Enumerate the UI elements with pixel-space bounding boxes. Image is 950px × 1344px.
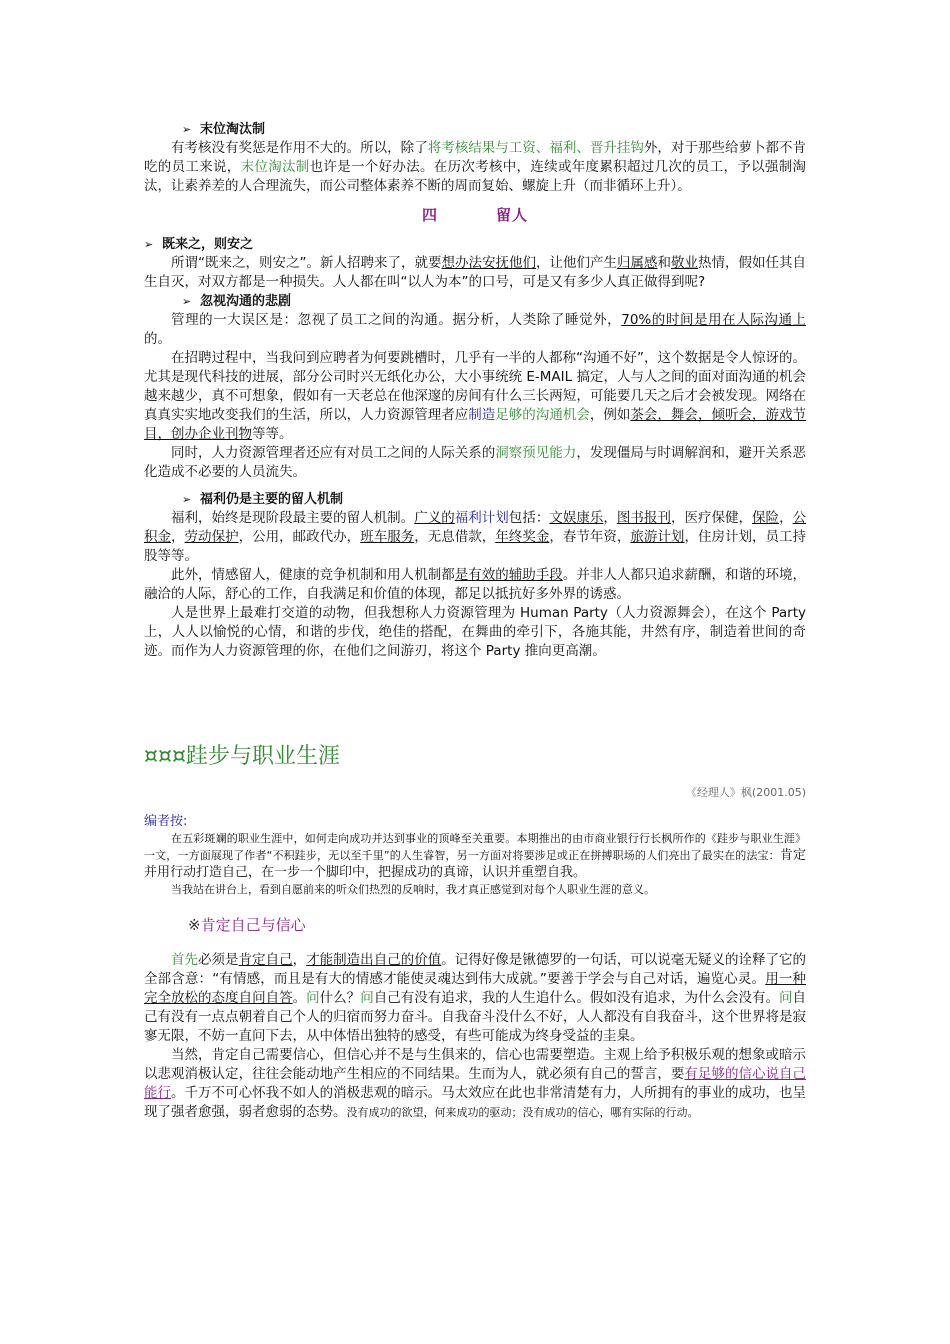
reference-mark-icon: ※ — [188, 916, 201, 934]
paragraph-benefits-3: 人是世界上最难打交道的动物，但我想称人力资源管理为 Human Party（人力资源舞会），在这个 Party 上，人人以愉悦的心情，和谐的步伐，绝佳的搭配，在舞曲的牵引下，各施其能，井然有序，制造着世间的奇迹。而作为人力资源管理的你，在他们之间游刃，将这个 Party 推向更高潮。 — [144, 605, 806, 659]
section-heading-retention: 四 留人 — [421, 206, 529, 224]
document-page — [144, 120, 806, 1122]
paragraph-elimination: 有考核没有奖惩是作用不大的。所以，除了将考核结果与工资、福利、晋升挂钩外，对于那些给萝卜都不肯吃的员工来说，末位淘汰制也许是一个好办法。在历次考核中，连续或年度累积超过几次的员工，予以强制淘汰，让素养差的人合理流失，而公司整体素养不断的周而复始、螺旋上升（而非循环上升）。 — [144, 140, 807, 194]
paragraph-communication-3: 同时，人力资源管理者还应有对员工之间的人际关系的洞察预见能力，发现僵局与时调解润和，避开关系恶化造成不必要的人员流失。 — [144, 445, 807, 480]
editor-note-2: 当我站在讲台上，看到自愿前来的听众们热烈的反响时，我才真正感觉到对每个人职业生涯的意义。 — [171, 883, 655, 896]
editor-note-1: 在五彩斑斓的职业生涯中，如何走向成功并达到事业的顶峰至关重要。本期推出的由市商业银行行长枫所作的《跬步与职业生涯》一文，一方面展现了作者“不积跬步，无以至千里”的人生睿智，另一方面对将要涉足或正在拼搏职场的人们亮出了最实在的法宝：肯定并用行动打造自己，在一步一个脚印中，把握成功的真谛，认识并重塑自我。 — [144, 832, 806, 880]
section-heading-confidence: ※肯定自己与信心 — [188, 916, 306, 934]
paragraph-communication-1: 管理的一大误区是：忽视了员工之间的沟通。据分析，人类除了睡觉外，70%的时间是用在人际沟通上的。 — [144, 312, 807, 347]
paragraph-benefits-2: 此外，情感留人，健康的竞争机制和用人机制都是有效的辅助手段。并非人人都只追求薪酬，和谐的环境，融洽的人际，舒心的工作，自我满足和价值的体现，都足以抵抗好多外界的诱惑。 — [144, 567, 807, 602]
arrow-bullet-icon: ➢ — [182, 295, 192, 308]
paragraph-confidence-1: 首先必须是肯定自己，才能制造出自己的价值。记得好像是锹德罗的一句话，可以说毫无疑义的诠释了它的全部含意：“有情感，而且是有大的情感才能使灵魂达到伟大成就。”要善于学会与自己对话，遍览心灵。用一种完全放松的态度自问自答。问什么？问自己有没有追求，我的人生追什么。假如没有追求，为什么会没有。问自己有没有一点点朝着自己个人的归宿而努力奋斗。自我奋斗没什么不好，人人都没有自我奋斗，这个世界将是寂寥无限，不妨一直问下去，从中体悟出独特的感受，有些可能成为终身受益的圭臬。 — [144, 952, 807, 1044]
subheading-elimination: ➢ 末位淘汰制 — [182, 122, 266, 137]
subheading-communication: ➢ 忽视沟通的悲剧 — [182, 294, 292, 309]
paragraph-confidence-2: 当然，肯定自己需要信心，但信心并不是与生俱来的，信心也需要塑造。主观上给予积极乐观的想象或暗示以悲观消极认定，往往会能动地产生相应的不同结果。生而为人，就必须有自己的誓言，要有足够的信心说自己能行。千万不可心怀我不如人的消极悲观的暗示。马太效应在此也非常清楚有力，人所拥有的事业的成功，也呈现了强者愈强，弱者愈弱的态势。没有成功的欲望，何来成功的驱动；没有成功的信心，哪有实际的行动。 — [144, 1047, 807, 1120]
subheading-benefits: ➢ 福利仍是主要的留人机制 — [182, 492, 344, 507]
arrow-bullet-icon: ➢ — [182, 493, 192, 506]
paragraph-benefits-1: 福利，始终是现阶段最主要的留人机制。广义的福利计划包括：文娱康乐，图书报刊，医疗保健，保险，公积金，劳动保护，公用，邮政代办，班车服务，无息借款，年终奖金，春节年资，旅游计划，住房计划，员工持股等等。 — [144, 510, 807, 564]
subheading-settle: ➢ 既来之，则安之 — [144, 237, 254, 252]
editor-note-label: 编者按: — [144, 814, 188, 829]
arrow-bullet-icon: ➢ — [182, 123, 192, 136]
paragraph-settle: 所谓“既来之，则安之”。新人招聘来了，就要想办法安抚他们，让他们产生归属感和敬业热情，假如任其自生自灭，对双方都是一种损失。人人都在叫“以人为本”的口号，可是又有多少人真正做得到呢? — [144, 255, 806, 290]
article-title: ¤¤¤跬步与职业生涯 — [144, 744, 340, 769]
article-byline: 《经理人》枫(2001.05) — [685, 786, 806, 799]
arrow-bullet-icon: ➢ — [144, 238, 154, 251]
paragraph-communication-2: 在招聘过程中，当我问到应聘者为何要跳槽时，几乎有一半的人都称“沟通不好”，这个数据是令人惊讶的。尤其是现代科技的进展，部分公司时兴无纸化办公，大小事统统 E-MAIL 搞定，人与人之间的面对面沟通的机会越来越少，真不可想象，假如有一天老总在他深邃的房间有什么三长两短，可能要几天之后才会被发现。网络在真真实实地改变我们的生活，所以，人力资源管理者应制造足够的沟通机会，例如茶会，舞会，倾听会，游戏节目，创办企业刊物等等。 — [144, 350, 807, 442]
